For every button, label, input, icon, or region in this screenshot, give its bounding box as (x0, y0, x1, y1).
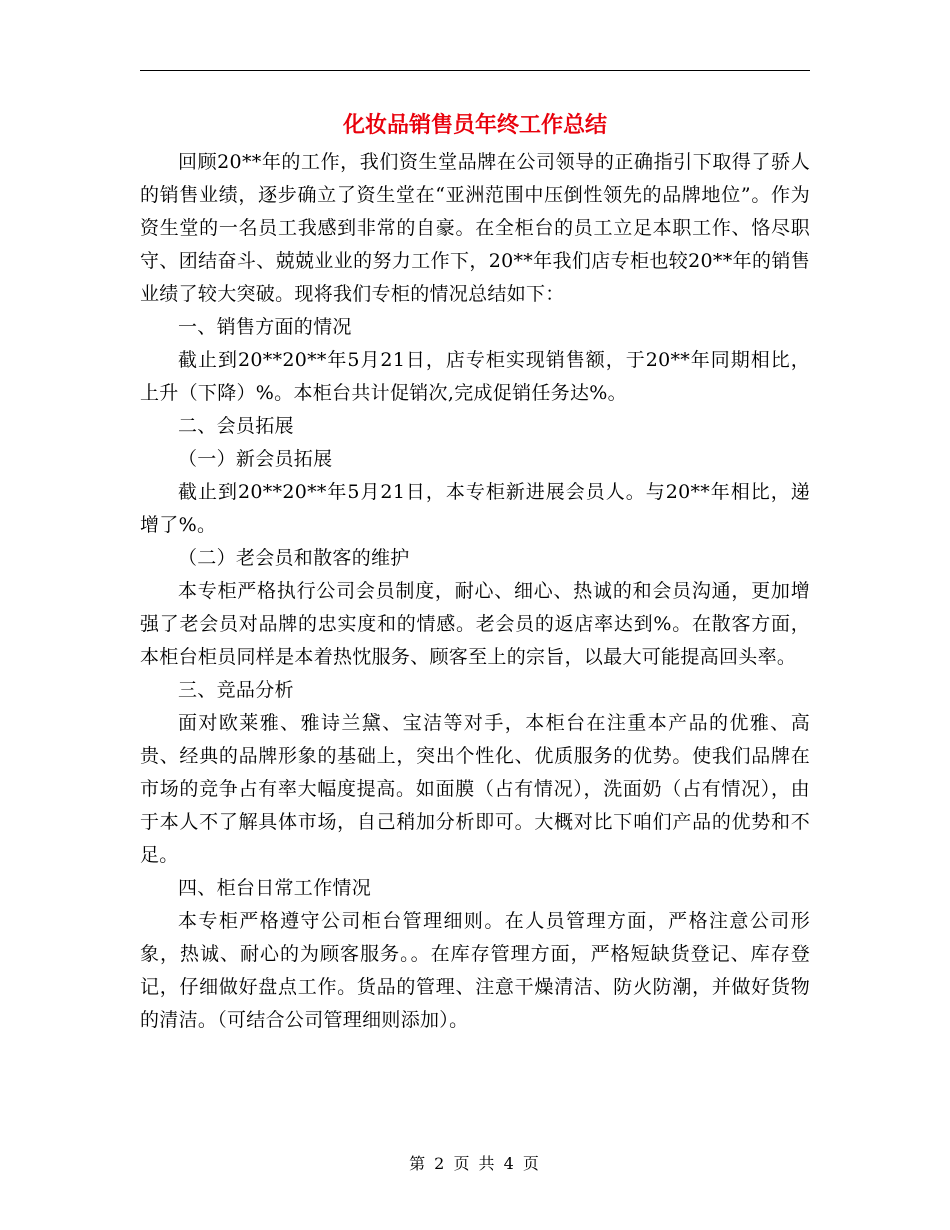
paragraph-new-members: 截止到20**20**年5月21日，本专柜新进展会员人。与20**年相比，递增了%。 (140, 481, 810, 536)
paragraph-sales: 截止到20**20**年5月21日，店专柜实现销售额，于20**年同期相比，上升（下降）%。本柜台共计促销次,完成促销任务达%。 (140, 349, 810, 404)
paragraph-competitors: 面对欧莱雅、雅诗兰黛、宝洁等对手，本柜台在注重本产品的优雅、高贵、经典的品牌形象的基础上，突出个性化、优质服务的优势。使我们品牌在市场的竞争占有率大幅度提高。如面膜（占有情况），洗面奶（占有情况），由于本人不了解具体市场，自己稍加分析即可。大概对比下咱们产品的优势和不足。 (140, 712, 810, 866)
document-body (140, 146, 810, 1037)
page-number: 第 2 页 共 4 页 (409, 1154, 541, 1173)
document-title: 化妆品销售员年终工作总结 (342, 112, 607, 138)
heading-sales: 一、销售方面的情况 (178, 316, 352, 338)
subheading-old-members: （二）老会员和散客的维护 (178, 547, 410, 569)
paragraph-daily-work: 本专柜严格遵守公司柜台管理细则。在人员管理方面，严格注意公司形象，热诚、耐心的为顾客服务。。在库存管理方面，严格短缺货登记、库存登记，仔细做好盘点工作。货品的管理、注意干燥清洁、防火防潮，并做好货物的清洁。（可结合公司管理细则添加）。 (140, 910, 810, 1031)
heading-competitors: 三、竞品分析 (178, 679, 294, 701)
heading-daily-work: 四、柜台日常工作情况 (178, 877, 372, 899)
paragraph-old-members: 本专柜严格执行公司会员制度，耐心、细心、热诚的和会员沟通，更加增强了老会员对品牌的忠实度和的情感。老会员的返店率达到%。在散客方面，本柜台柜员同样是本着热忱服务、顾客至上的宗旨，以最大可能提高回头率。 (140, 580, 810, 668)
header-rule (140, 70, 810, 71)
subheading-new-members: （一）新会员拓展 (178, 448, 333, 470)
heading-membership: 二、会员拓展 (178, 415, 294, 437)
paragraph-intro: 回顾20**年的工作，我们资生堂品牌在公司领导的正确指引下取得了骄人的销售业绩，逐步确立了资生堂在“亚洲范围中压倒性领先的品牌地位”。作为资生堂的一名员工我感到非常的自豪。在全柜台的员工立足本职工作、恪尽职守、团结奋斗、兢兢业业的努力工作下，20**年我们店专柜也较20**年的销售业绩了较大突破。现将我们专柜的情况总结如下： (140, 151, 810, 305)
